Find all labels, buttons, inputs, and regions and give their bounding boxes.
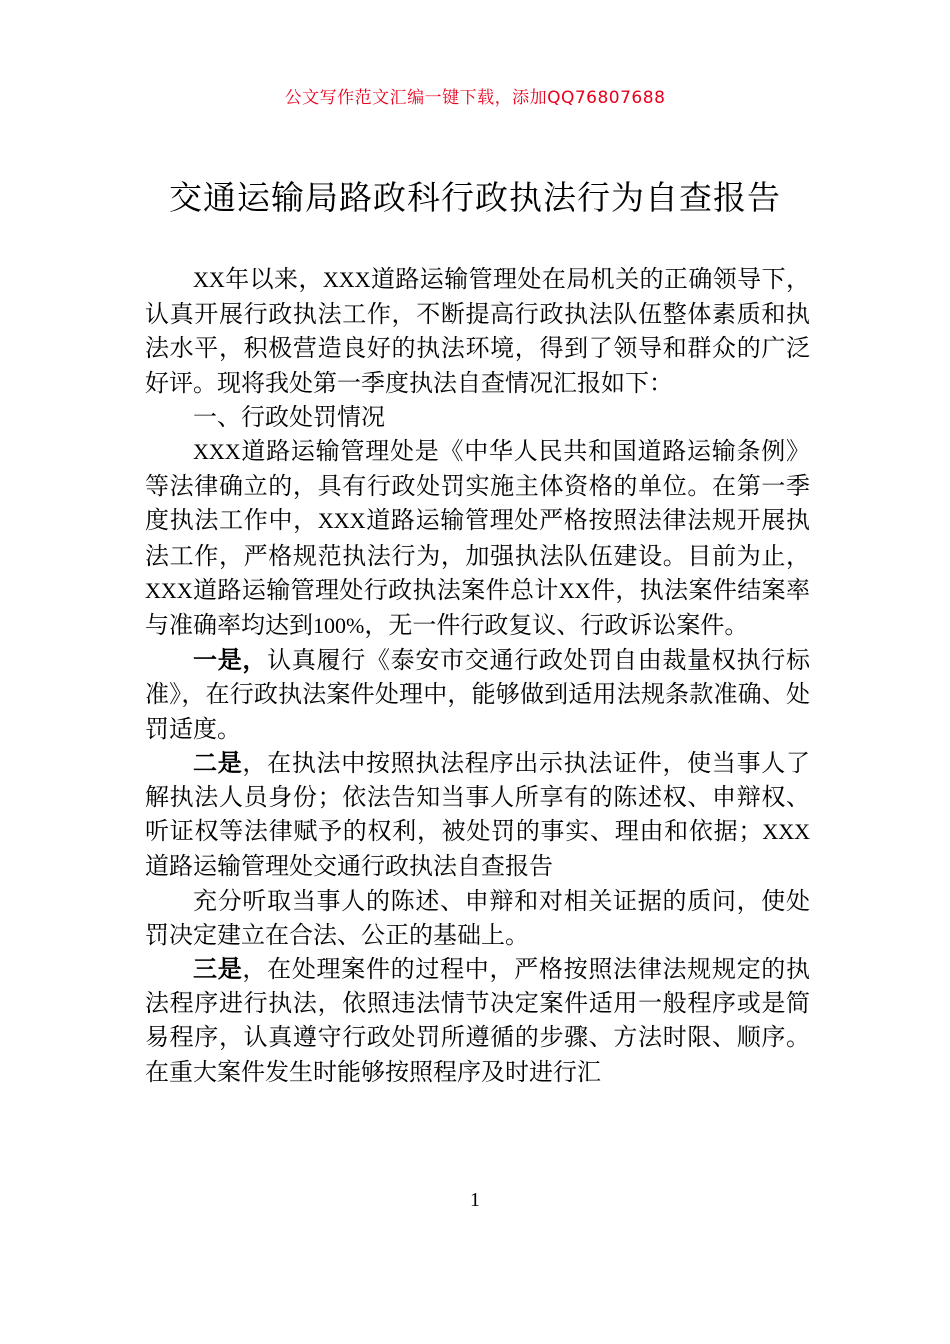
document-title: 交通运输局路政科行政执法行为自查报告 bbox=[169, 178, 781, 217]
paragraph-intro bbox=[145, 262, 810, 400]
text-run: ，无一件行政复议、行政诉讼案件。 bbox=[364, 611, 749, 640]
paragraph-point-two bbox=[145, 746, 810, 884]
section-heading-1: 一、行政处罚情况 bbox=[193, 402, 385, 431]
text-run: 道路运输管理处行政执法案件总计 bbox=[192, 575, 559, 604]
text-run: XXX bbox=[193, 439, 241, 465]
paragraph-point-three bbox=[145, 952, 810, 1089]
text-run: 认真履行《泰安市交通行政处罚自由裁量权执行标准》，在行政执法案件处理中，能够做到适用法规条款准确、处罚适度。 bbox=[145, 646, 810, 743]
lead-label: 三是 bbox=[193, 955, 243, 984]
text-run: 件，执法案件结案率与准确率均达到 bbox=[145, 575, 810, 640]
text-run: 道路运输管理处在局机关的正确领导下，认真开展行政执法工作，不断提高行政执法队伍整体素质和执法水平，积极营造良好的执法环境，得到了领导和群众的广泛好评。现将我处第一季度执法自查情况汇报如下： bbox=[145, 265, 811, 397]
paragraph-penalty-overview bbox=[145, 434, 810, 643]
text-run: XXX bbox=[762, 819, 810, 845]
document-body bbox=[145, 262, 810, 1089]
text-run: XXX bbox=[317, 508, 366, 534]
text-run: 年以来， bbox=[224, 265, 323, 293]
text-run: XX bbox=[558, 577, 591, 603]
text-run: 道路运输管理处交通行政执法自查报告 bbox=[145, 852, 553, 881]
paragraph-point-one bbox=[145, 643, 810, 746]
watermark-header: 公文写作范文汇编一键下载，添加QQ76807688 bbox=[284, 88, 666, 108]
text-run: 道路运输管理处是《中华人民共和国道路运输条例》等法律确立的，具有行政处罚实施主体资格的单位。在第一季度执法工作中， bbox=[145, 437, 810, 535]
text-run: ，在处理案件的过程中，严格按照法律法规规定的执法程序进行执法，依照违法情节决定案件适用一般程序或是简易程序，认真遵守行政处罚所遵循的步骤、方法时限、顺序。在重大案件发生时能够按照程序及时进行汇 bbox=[145, 955, 811, 1086]
paragraph-hearing: 充分听取当事人的陈述、申辩和对相关证据的质问，使处罚决定建立在合法、公正的基础上。 bbox=[145, 886, 810, 949]
page-number: 1 bbox=[470, 1189, 480, 1211]
text-run: XXX bbox=[145, 577, 193, 603]
text-run: 道路运输管理处严格按照法律法规开展执法工作，严格规范执法行为，加强执法队伍建设。目前为止， bbox=[145, 506, 811, 570]
lead-label: 二是 bbox=[193, 748, 243, 777]
lead-label: 一是， bbox=[193, 646, 268, 675]
text-run: ，在执法中按照执法程序出示执法证件，使当事人了解执法人员身份；依法告知当事人所享有的陈述权、申辩权、听证权等法律赋予的权利，被处罚的事实、理由和依据； bbox=[145, 748, 811, 846]
text-run: 100% bbox=[313, 613, 365, 639]
text-run: XX bbox=[193, 267, 225, 292]
text-run: XXX bbox=[322, 267, 371, 292]
